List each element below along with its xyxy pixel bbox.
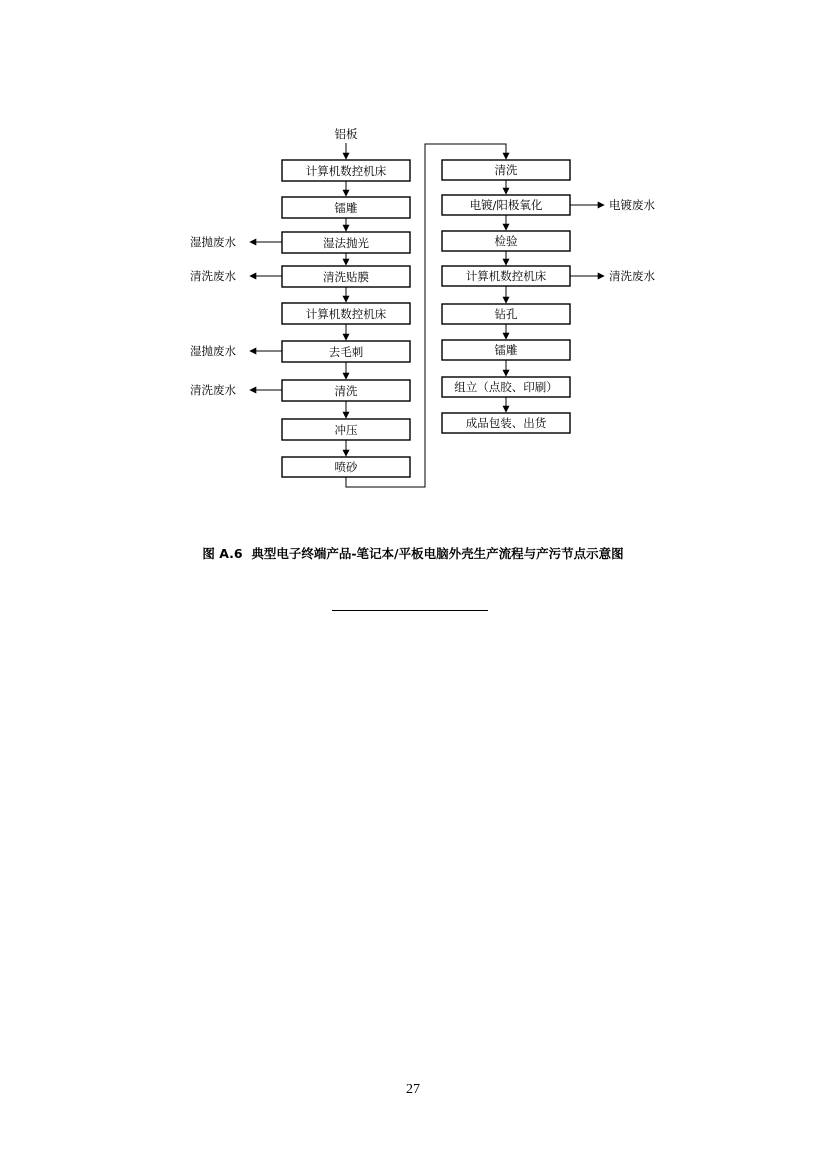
left-step-2 [282, 197, 410, 218]
left-step-4-label: 清洗贴膜 [323, 270, 369, 284]
page-number: 27 [406, 1082, 420, 1097]
figure-caption: 图 A.6 典型电子终端产品-笔记本/平板电脑外壳生产流程与产污节点示意图 [202, 546, 624, 561]
left-output-1-label: 湿抛废水 [190, 235, 236, 249]
right-step-6-label: 镭雕 [494, 343, 518, 357]
left-output-3-label: 湿抛废水 [190, 344, 236, 358]
left-step-6-label: 去毛刺 [328, 345, 364, 359]
input-label-aluminum-plate: 铝板 [334, 127, 358, 141]
left-output-2-label: 清洗废水 [190, 269, 236, 283]
left-step-3-label: 湿法抛光 [323, 236, 369, 250]
right-step-8-label: 成品包装、出货 [465, 416, 547, 430]
left-step-6 [282, 341, 410, 362]
right-step-3-label: 检验 [494, 234, 518, 248]
right-step-8 [442, 413, 570, 433]
right-step-5-label: 钻孔 [494, 307, 518, 321]
right-step-2 [442, 195, 570, 215]
left-step-8 [282, 419, 410, 440]
footnote-rule [332, 610, 488, 611]
right-output-2-label: 清洗废水 [609, 269, 655, 283]
right-step-1 [442, 160, 570, 180]
left-step-9-label: 喷砂 [334, 460, 358, 474]
right-output-1-label: 电镀废水 [609, 198, 655, 212]
left-step-5 [282, 303, 410, 324]
left-step-8-label: 冲压 [334, 423, 358, 437]
right-step-3 [442, 231, 570, 251]
right-step-4-label: 计算机数控机床 [465, 269, 547, 283]
left-step-9 [282, 457, 410, 477]
left-step-7 [282, 380, 410, 401]
right-step-6 [442, 340, 570, 360]
right-step-5 [442, 304, 570, 324]
left-step-4 [282, 266, 410, 287]
right-step-7 [442, 377, 570, 397]
left-step-7-label: 清洗 [334, 384, 358, 398]
right-step-7-label: 组立（点胶、印刷） [454, 380, 558, 394]
right-step-1-label: 清洗 [494, 163, 518, 177]
left-step-3 [282, 232, 410, 253]
right-step-2-label: 电镀/阳极氧化 [469, 198, 543, 212]
left-step-2-label: 镭雕 [334, 201, 358, 215]
left-step-1-label: 计算机数控机床 [305, 164, 387, 178]
left-step-5-label: 计算机数控机床 [305, 307, 387, 321]
left-output-4-label: 清洗废水 [190, 383, 236, 397]
left-step-1 [282, 160, 410, 181]
right-step-4 [442, 266, 570, 286]
